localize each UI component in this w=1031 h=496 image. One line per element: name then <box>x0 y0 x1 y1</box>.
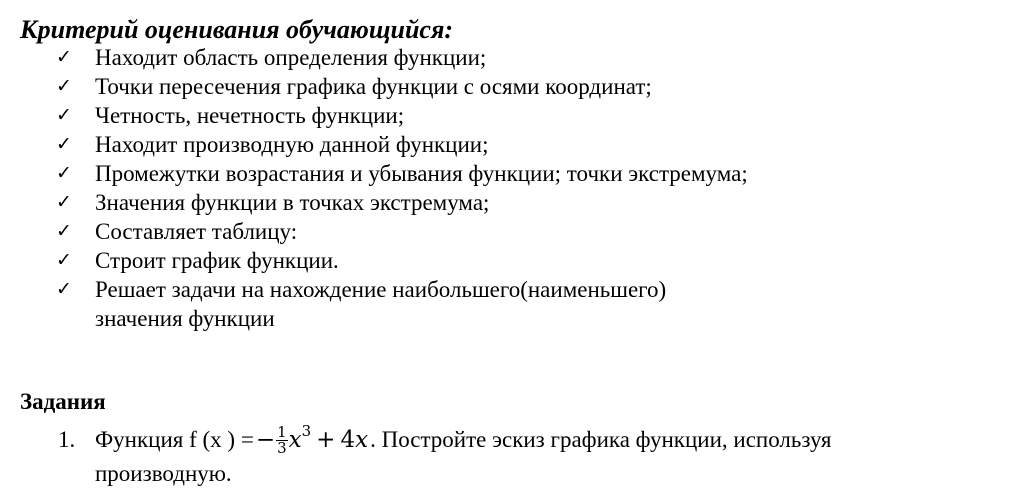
function-formula <box>256 423 368 457</box>
criteria-item-text: Строит график функции. <box>95 248 339 273</box>
criteria-item-text: Промежутки возрастания и убывания функции; точки экстремума; <box>95 161 748 186</box>
criteria-item-text: Четность, нечетность функции; <box>95 103 405 128</box>
check-icon: ✓ <box>56 75 72 97</box>
task-prefix: Функция f (x ) = <box>95 427 254 452</box>
criteria-item-text: Находит область определения функции; <box>95 45 487 70</box>
criteria-item-text: Значения функции в точках экстремума; <box>95 190 490 215</box>
task-number: 1. <box>58 427 76 452</box>
task-suffix: . Постройте эскиз графика функции, используя <box>370 427 832 452</box>
check-icon: ✓ <box>56 104 72 126</box>
task-text-line1 <box>95 423 832 457</box>
criteria-item-text <box>95 275 666 333</box>
check-icon: ✓ <box>56 249 72 271</box>
criteria-item-text-line2: значения функции <box>95 306 275 331</box>
check-icon: ✓ <box>56 278 72 300</box>
criteria-title: Критерий оценивания обучающийся: <box>20 15 454 44</box>
task-text-line2: производную. <box>95 461 232 486</box>
formula-exponent: 3 <box>301 422 312 440</box>
formula-fraction <box>276 422 288 457</box>
fraction-denominator: 3 <box>277 438 287 457</box>
tasks-title: Задания <box>20 389 106 414</box>
formula-coefficient: 4 <box>340 427 356 453</box>
check-icon: ✓ <box>56 133 72 155</box>
check-icon: ✓ <box>56 46 72 68</box>
check-icon: ✓ <box>56 162 72 184</box>
criteria-item-text: Составляет таблицу: <box>95 219 298 244</box>
criteria-item-text: Находит производную данной функции; <box>95 132 489 157</box>
formula-plus: + <box>316 427 336 453</box>
check-icon: ✓ <box>56 191 72 213</box>
formula-variable: x <box>355 427 369 453</box>
formula-variable: x <box>288 427 302 453</box>
fraction-numerator: 1 <box>277 422 287 441</box>
check-icon: ✓ <box>56 220 72 242</box>
criteria-item-text: Точки пересечения графика функции с осями координат; <box>95 74 652 99</box>
task-item <box>0 423 1031 493</box>
criteria-item-text-line1: Решает задачи на нахождение наибольшего(наименьшего) <box>95 277 667 302</box>
formula-minus: − <box>255 427 276 453</box>
